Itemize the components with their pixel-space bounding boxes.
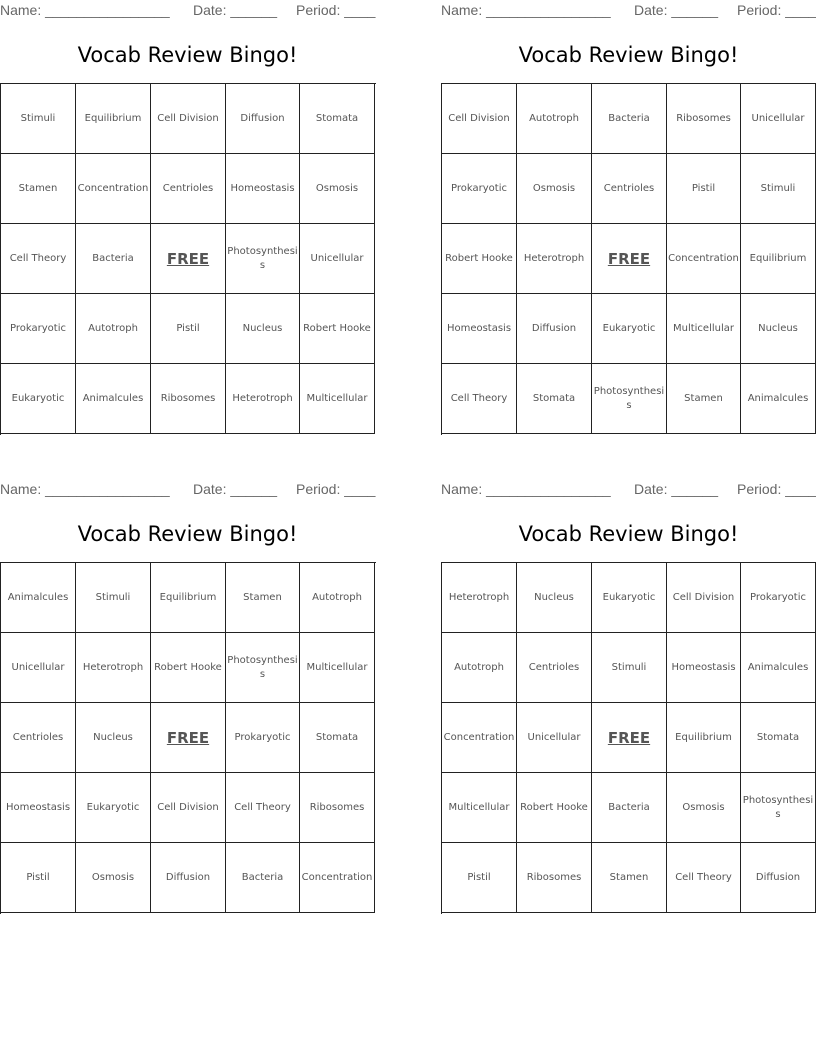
card-title: Vocab Review Bingo! <box>77 43 298 67</box>
bingo-cell: Robert Hooke <box>300 294 375 364</box>
bingo-cell: Stimuli <box>592 633 667 703</box>
period-line: Period: ____ <box>737 481 816 497</box>
bingo-cell: Homeostasis <box>667 633 741 703</box>
bingo-cell: Pistil <box>442 843 517 913</box>
bingo-cell: Prokaryotic <box>226 703 300 773</box>
bingo-grid <box>0 83 376 435</box>
bingo-cell: Ribosomes <box>300 773 375 843</box>
bingo-cell: Stamen <box>667 364 741 434</box>
bingo-cell: Cell Division <box>151 773 226 843</box>
bingo-cell: Animalcules <box>76 364 151 434</box>
bingo-cell: Autotroph <box>300 563 375 633</box>
bingo-cell: Equilibrium <box>76 84 151 154</box>
bingo-cell: Osmosis <box>300 154 375 224</box>
bingo-cell: Centrioles <box>517 633 592 703</box>
bingo-cell: Autotroph <box>442 633 517 703</box>
date-line: Date: ______ <box>193 481 278 497</box>
bingo-cell: Unicellular <box>517 703 592 773</box>
name-line: Name: ________________ <box>441 481 611 497</box>
bingo-cell: Stimuli <box>76 563 151 633</box>
period-line: Period: ____ <box>296 2 376 18</box>
bingo-cell: Bacteria <box>592 773 667 843</box>
bingo-cell: Concentration <box>300 843 375 913</box>
bingo-cell: Cell Theory <box>667 843 741 913</box>
name-line: Name: ________________ <box>441 2 611 18</box>
date-line: Date: ______ <box>634 2 719 18</box>
bingo-cell: Eukaryotic <box>592 563 667 633</box>
bingo-cell: Cell Division <box>442 84 517 154</box>
card-header <box>441 481 816 499</box>
bingo-cell: Cell Theory <box>1 224 76 294</box>
bingo-cell: Homeostasis <box>442 294 517 364</box>
bingo-cell: Bacteria <box>226 843 300 913</box>
bingo-cell: Eukaryotic <box>592 294 667 364</box>
date-line: Date: ______ <box>634 481 719 497</box>
bingo-cell: Stimuli <box>741 154 816 224</box>
bingo-cell: Equilibrium <box>667 703 741 773</box>
bingo-cell: Cell Theory <box>442 364 517 434</box>
bingo-grid <box>441 83 816 435</box>
bingo-cell: Bacteria <box>592 84 667 154</box>
bingo-cell: Stamen <box>226 563 300 633</box>
period-line: Period: ____ <box>296 481 376 497</box>
bingo-cell: Robert Hooke <box>517 773 592 843</box>
bingo-cell: Eukaryotic <box>76 773 151 843</box>
free-space: FREE <box>592 224 667 294</box>
bingo-grid <box>0 562 376 914</box>
bingo-cell: Centrioles <box>592 154 667 224</box>
bingo-cell: Stimuli <box>1 84 76 154</box>
bingo-cell: Multicellular <box>667 294 741 364</box>
bingo-cell: Photosynthesis <box>226 224 300 294</box>
bingo-cell: Homeostasis <box>226 154 300 224</box>
period-line: Period: ____ <box>737 2 816 18</box>
bingo-cell: Diffusion <box>226 84 300 154</box>
bingo-card <box>441 0 816 440</box>
bingo-cell: Autotroph <box>517 84 592 154</box>
bingo-cell: Multicellular <box>442 773 517 843</box>
bingo-cell: Centrioles <box>1 703 76 773</box>
bingo-cell: Unicellular <box>300 224 375 294</box>
bingo-cell: Nucleus <box>226 294 300 364</box>
bingo-cell: Animalcules <box>741 633 816 703</box>
bingo-grid <box>441 562 816 914</box>
bingo-cell: Homeostasis <box>1 773 76 843</box>
bingo-cell: Robert Hooke <box>442 224 517 294</box>
bingo-cell: Pistil <box>1 843 76 913</box>
date-line: Date: ______ <box>193 2 278 18</box>
bingo-cell: Heterotroph <box>442 563 517 633</box>
bingo-cell: Eukaryotic <box>1 364 76 434</box>
bingo-cell: Multicellular <box>300 633 375 703</box>
bingo-cell: Nucleus <box>76 703 151 773</box>
bingo-cell: Stomata <box>300 703 375 773</box>
bingo-cell: Osmosis <box>76 843 151 913</box>
bingo-cell: Centrioles <box>151 154 226 224</box>
bingo-cell: Pistil <box>667 154 741 224</box>
bingo-cell: Concentration <box>442 703 517 773</box>
bingo-cell: Bacteria <box>76 224 151 294</box>
bingo-cell: Osmosis <box>667 773 741 843</box>
bingo-cell: Stomata <box>741 703 816 773</box>
bingo-cell: Diffusion <box>151 843 226 913</box>
bingo-cell: Diffusion <box>517 294 592 364</box>
bingo-cell: Heterotroph <box>517 224 592 294</box>
free-space: FREE <box>151 703 226 773</box>
bingo-cell: Stamen <box>592 843 667 913</box>
card-title: Vocab Review Bingo! <box>77 522 298 546</box>
bingo-cell: Heterotroph <box>76 633 151 703</box>
bingo-cell: Diffusion <box>741 843 816 913</box>
bingo-cell: Cell Division <box>151 84 226 154</box>
bingo-cell: Concentration <box>76 154 151 224</box>
bingo-cell: Animalcules <box>741 364 816 434</box>
bingo-cell: Unicellular <box>1 633 76 703</box>
card-header <box>0 2 375 20</box>
bingo-cell: Multicellular <box>300 364 375 434</box>
bingo-cell: Heterotroph <box>226 364 300 434</box>
bingo-cell: Prokaryotic <box>1 294 76 364</box>
bingo-card <box>0 479 375 919</box>
bingo-cell: Osmosis <box>517 154 592 224</box>
free-space: FREE <box>151 224 226 294</box>
bingo-cell: Ribosomes <box>151 364 226 434</box>
card-title: Vocab Review Bingo! <box>518 522 739 546</box>
bingo-cell: Concentration <box>667 224 741 294</box>
bingo-cell: Photosynthesis <box>592 364 667 434</box>
bingo-cell: Pistil <box>151 294 226 364</box>
bingo-card <box>0 0 375 440</box>
card-title: Vocab Review Bingo! <box>518 43 739 67</box>
bingo-cell: Unicellular <box>741 84 816 154</box>
bingo-cell: Equilibrium <box>151 563 226 633</box>
bingo-cell: Nucleus <box>517 563 592 633</box>
bingo-cell: Animalcules <box>1 563 76 633</box>
bingo-cell: Photosynthesis <box>226 633 300 703</box>
bingo-cell: Prokaryotic <box>741 563 816 633</box>
bingo-cell: Equilibrium <box>741 224 816 294</box>
bingo-cell: Cell Theory <box>226 773 300 843</box>
bingo-cell: Nucleus <box>741 294 816 364</box>
bingo-cell: Prokaryotic <box>442 154 517 224</box>
bingo-cell: Ribosomes <box>517 843 592 913</box>
name-line: Name: ________________ <box>0 481 170 497</box>
name-line: Name: ________________ <box>0 2 170 18</box>
bingo-card <box>441 479 816 919</box>
card-header <box>441 2 816 20</box>
bingo-cell: Stomata <box>517 364 592 434</box>
bingo-cell: Cell Division <box>667 563 741 633</box>
bingo-cell: Ribosomes <box>667 84 741 154</box>
bingo-cell: Photosynthesis <box>741 773 816 843</box>
free-space: FREE <box>592 703 667 773</box>
bingo-cell: Stamen <box>1 154 76 224</box>
bingo-cell: Robert Hooke <box>151 633 226 703</box>
bingo-cell: Autotroph <box>76 294 151 364</box>
card-header <box>0 481 375 499</box>
bingo-cell: Stomata <box>300 84 375 154</box>
